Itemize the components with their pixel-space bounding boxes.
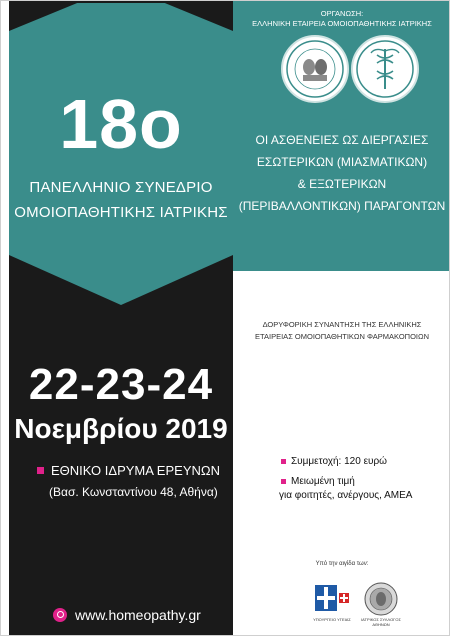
- organizer-name: ΕΛΛΗΝΙΚΗ ΕΤΑΙΡΕΙΑ ΟΜΟΙΟΠΑΘΗΤΙΚΗΣ ΙΑΤΡΙΚΗΣ: [252, 19, 432, 28]
- conference-month-year: Νοεμβρίου 2019: [14, 413, 228, 444]
- ministry-of-health-logo-icon: [313, 583, 351, 623]
- conference-title-line1: ΠΑΝΕΛΛΗΝΙΟ ΣΥΝΕΔΡΙΟ: [29, 179, 213, 196]
- website-text[interactable]: www.homeopathy.gr: [75, 607, 201, 623]
- satellite-line2: ΕΤΑΙΡΕΙΑΣ ΟΜΟΙΟΠΑΘΗΤΙΚΩΝ ΦΑΡΜΑΚΟΠΟΙΩΝ: [254, 332, 430, 341]
- reduced-bullet-icon: [281, 479, 286, 484]
- venue-name: ΕΘΝΙΚΟ ΙΔΡΥΜΑ ΕΡΕΥΝΩΝ: [51, 463, 220, 478]
- ministry-caption: ΥΠΟΥΡΓΕΙΟ ΥΓΕΙΑΣ: [313, 617, 351, 622]
- topic-line3: & ΕΞΩΤΕΡΙΚΩΝ: [297, 177, 387, 191]
- reduced-fee-line2: για φοιτητές, ανέργους, ΑΜΕΑ: [279, 490, 413, 501]
- society-logo-icon: [281, 35, 349, 103]
- caduceus-logo-icon: [351, 35, 419, 103]
- conference-dates: 22-23-24: [28, 360, 214, 409]
- conference-topic: [233, 129, 450, 217]
- satellite-line1: ΔΟΡΥΦΟΡΙΚΗ ΣΥΝΑΝΤΗΣΗ ΤΗΣ ΕΛΛΗΝΙΚΗΣ: [262, 320, 422, 329]
- venue-bullet-icon: [37, 467, 44, 474]
- organizer-logos: [233, 35, 450, 105]
- organizer: [233, 9, 450, 29]
- organizer-label: ΟΡΓΑΝΩΣΗ:: [320, 9, 364, 18]
- athens-medical-society-seal-icon: [361, 581, 401, 625]
- fee-bullet-icon: [281, 459, 286, 464]
- topic-line1: ΟΙ ΑΣΘΕΝΕΙΕΣ ΩΣ ΔΙΕΡΓΑΣΙΕΣ: [255, 133, 429, 147]
- left-panel: [9, 1, 233, 636]
- topic-line4: (ΠΕΡΙΒΑΛΛΟΝΤΙΚΩΝ) ΠΑΡΑΓΟΝΤΩΝ: [238, 199, 446, 213]
- reduced-fee-line1: Μειωμένη τιμή: [291, 476, 355, 487]
- conference-title-line2: ΟΜΟΙΟΠΑΘΗΤΙΚΗΣ ΙΑΤΡΙΚΗΣ: [14, 204, 228, 221]
- web-icon: [53, 608, 67, 622]
- topic-line2: ΕΣΩΤΕΡΙΚΩΝ (ΜΙΑΣΜΑΤΙΚΩΝ): [256, 155, 428, 169]
- edition-number: 18ο: [59, 85, 183, 163]
- venue-address: (Βασ. Κωνσταντίνου 48, Αθήνα): [49, 485, 218, 499]
- participation-fee: Συμμετοχή: 120 ευρώ: [291, 456, 387, 467]
- society-caption: ΙΑΤΡΙΚΟΣ ΣΥΛΛΟΓΟΣ ΑΘΗΝΩΝ: [361, 617, 401, 627]
- auspices-label: Υπό την αιγίδα των:: [315, 561, 369, 567]
- satellite-meeting: [233, 319, 450, 343]
